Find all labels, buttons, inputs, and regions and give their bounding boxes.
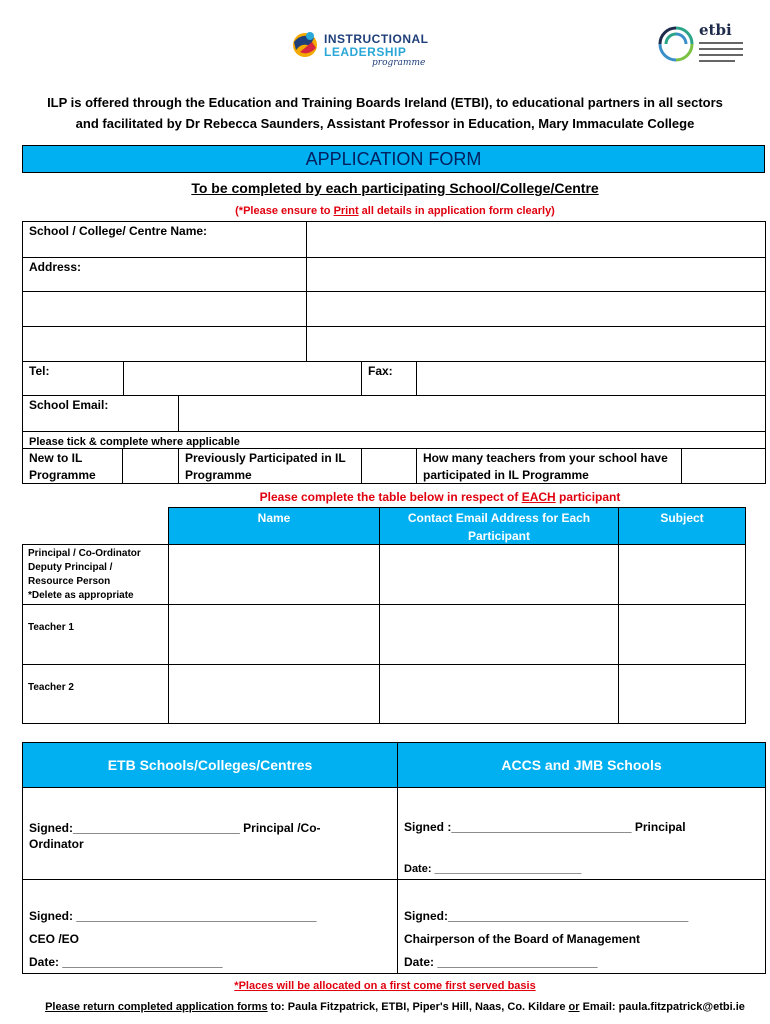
participant-note-pre: Please complete the table below in respect of bbox=[259, 490, 522, 504]
accs-jmb-header bbox=[397, 742, 766, 788]
address-field-line2[interactable] bbox=[306, 291, 766, 327]
accs-signed2-line: Signed:____________________________________ bbox=[404, 909, 689, 923]
teacher1-subject-field[interactable] bbox=[618, 604, 746, 665]
tel-label-cell bbox=[22, 361, 124, 396]
col-header-subject bbox=[618, 507, 746, 545]
print-note bbox=[0, 205, 770, 217]
intro-text bbox=[0, 92, 770, 134]
teacher2-name-field[interactable] bbox=[168, 664, 380, 724]
etb-schools-header bbox=[22, 742, 398, 788]
accs-role: Chairperson of the Board of Management bbox=[404, 932, 641, 946]
etb-role: CEO /EO bbox=[29, 932, 80, 946]
row2-label: Teacher 1 bbox=[28, 622, 74, 633]
col-header-name bbox=[168, 507, 380, 545]
return-or: or bbox=[568, 1001, 580, 1013]
row1-line1: Principal / Co-Ordinator bbox=[28, 548, 141, 559]
ilp-logo-line1: INSTRUCTIONAL bbox=[324, 32, 429, 46]
etb-signed-line: Signed:_________________________ Principal /Co-Ordinator bbox=[29, 821, 321, 851]
teacher1-name-field[interactable] bbox=[168, 604, 380, 665]
address-label: Address: bbox=[29, 260, 82, 274]
return-instructions bbox=[0, 1001, 770, 1013]
participant-note-word: EACH bbox=[521, 490, 556, 504]
email-label-cell bbox=[22, 395, 179, 432]
table-row-teacher2-label bbox=[22, 664, 169, 724]
intro-line1: ILP is offered through the Education and Training Boards Ireland (ETBI), to educational partners in all sectors bbox=[47, 95, 723, 110]
row1-line4: *Delete as appropriate bbox=[28, 590, 134, 601]
school-name-label: School / College/ Centre Name: bbox=[29, 224, 208, 238]
col-header-name-text: Name bbox=[257, 511, 291, 525]
return-address: to: Paula Fitzpatrick, ETBI, Piper's Hill, Naas, Co. Kildare bbox=[267, 1001, 569, 1013]
teacher2-email-field[interactable] bbox=[379, 664, 619, 724]
form-title: APPLICATION FORM bbox=[305, 149, 482, 169]
etbi-fine-line bbox=[699, 54, 743, 56]
fax-label: Fax: bbox=[368, 364, 393, 378]
new-to-il-checkbox[interactable] bbox=[122, 448, 179, 484]
ilp-logo bbox=[288, 22, 438, 72]
accs-date2-line: Date: ________________________ bbox=[404, 955, 598, 969]
etbi-fine-line bbox=[699, 60, 735, 62]
new-to-il-label: New to IL Programme bbox=[29, 451, 96, 482]
address-label-cell bbox=[22, 257, 307, 292]
ilp-logo-line3: programme bbox=[372, 58, 426, 68]
teacher2-subject-field[interactable] bbox=[618, 664, 746, 724]
email-label: School Email: bbox=[29, 398, 109, 412]
row1-line2: Deputy Principal / bbox=[28, 562, 113, 573]
etb-schools-header-text: ETB Schools/Colleges/Centres bbox=[107, 757, 313, 773]
new-to-il-label-cell bbox=[22, 448, 123, 484]
address-field-line3[interactable] bbox=[306, 326, 766, 362]
etbi-logo-text: etbi bbox=[699, 21, 732, 39]
how-many-label-cell bbox=[416, 448, 682, 484]
row1-line3: Resource Person bbox=[28, 576, 111, 587]
return-lead: Please return completed application forms bbox=[45, 1001, 268, 1013]
school-name-label-cell bbox=[22, 221, 307, 258]
row3-label: Teacher 2 bbox=[28, 682, 74, 693]
col-header-email-text: Contact Email Address for Each Participant bbox=[407, 511, 591, 543]
address-blank-cell bbox=[22, 291, 307, 327]
tick-note-row bbox=[22, 431, 766, 449]
etbi-emblem-icon bbox=[656, 24, 696, 64]
participant-note-post: participant bbox=[555, 490, 621, 504]
etb-signed2-line: Signed: ____________________________________ bbox=[29, 909, 317, 923]
first-come-note: *Places will be allocated on a first come first served basis bbox=[234, 980, 536, 992]
tick-note: Please tick & complete where applicable bbox=[29, 436, 240, 448]
ilp-logo-line2: LEADERSHIP bbox=[324, 45, 407, 59]
address-blank-cell bbox=[22, 326, 307, 362]
col-header-subject-text: Subject bbox=[660, 511, 704, 525]
fax-field[interactable] bbox=[416, 361, 766, 396]
school-email-field[interactable] bbox=[178, 395, 766, 432]
previously-checkbox[interactable] bbox=[361, 448, 417, 484]
intro-line2: and facilitated by Dr Rebecca Saunders, Assistant Professor in Education, Mary Immaculate College bbox=[75, 116, 695, 131]
school-name-field[interactable] bbox=[306, 221, 766, 258]
tel-label: Tel: bbox=[29, 364, 50, 378]
table-row-principal-label bbox=[22, 544, 169, 605]
col-header-email bbox=[379, 507, 619, 545]
return-email[interactable]: Email: paula.fitzpatrick@etbi.ie bbox=[579, 1001, 745, 1013]
etbi-fine-line bbox=[699, 42, 743, 44]
address-field-line1[interactable] bbox=[306, 257, 766, 292]
previously-label-cell bbox=[178, 448, 362, 484]
form-subtitle: To be completed by each participating School/College/Centre bbox=[191, 180, 599, 196]
principal-email-field[interactable] bbox=[379, 544, 619, 605]
fax-label-cell bbox=[361, 361, 417, 396]
accs-jmb-header-text: ACCS and JMB Schools bbox=[501, 757, 662, 773]
print-note-word: Print bbox=[333, 205, 359, 217]
etb-date-line: Date: ________________________ bbox=[29, 955, 223, 969]
accs-date-line: Date: ________________________ bbox=[404, 863, 582, 875]
tel-field[interactable] bbox=[123, 361, 362, 396]
accs-signed-line: Signed :___________________________ Principal bbox=[404, 820, 686, 834]
print-note-post: all details in application form clearly) bbox=[358, 205, 555, 217]
participant-note bbox=[0, 490, 770, 504]
application-form-title-bar bbox=[22, 145, 765, 173]
etbi-logo bbox=[656, 20, 752, 68]
table-row-teacher1-label bbox=[22, 604, 169, 665]
principal-name-field[interactable] bbox=[168, 544, 380, 605]
teacher1-email-field[interactable] bbox=[379, 604, 619, 665]
principal-subject-field[interactable] bbox=[618, 544, 746, 605]
print-note-pre: (*Please ensure to bbox=[235, 205, 334, 217]
ilp-emblem-icon bbox=[288, 28, 322, 62]
how-many-label: How many teachers from your school have participated in IL Programme bbox=[423, 451, 668, 482]
previously-label: Previously Participated in IL Programme bbox=[185, 451, 346, 482]
etbi-fine-line bbox=[699, 48, 743, 50]
how-many-field[interactable] bbox=[681, 448, 766, 484]
